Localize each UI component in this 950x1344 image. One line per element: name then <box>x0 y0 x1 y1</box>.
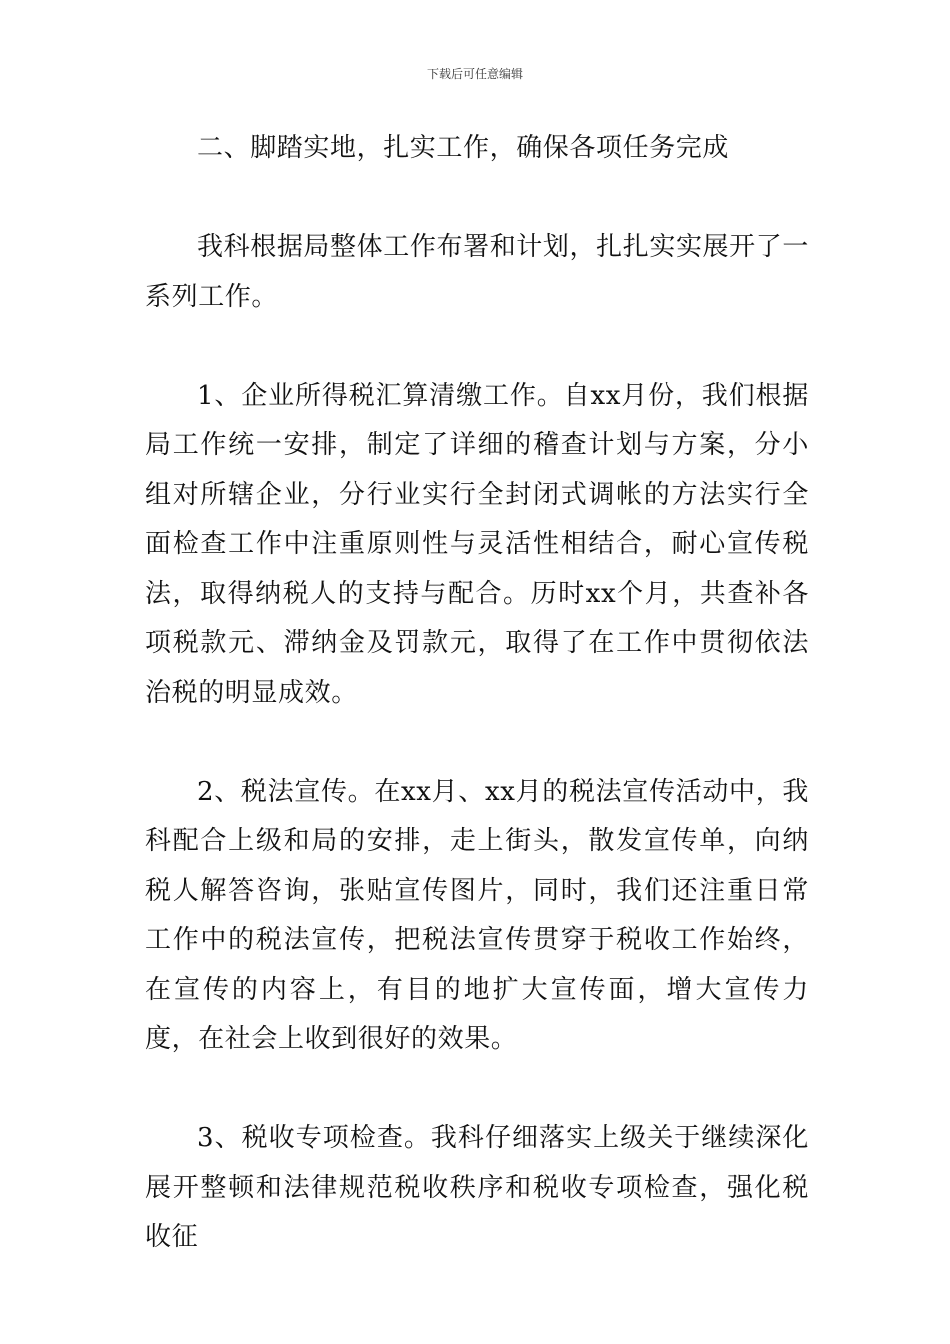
paragraph-special-inspection: 3、税收专项检查。我科仔细落实上级关于继续深化展开整顿和法律规范税收秩序和税收专项检查，强化税收征 <box>145 1123 809 1252</box>
paragraph-spacer <box>145 322 809 372</box>
paragraph-spacer <box>145 1065 809 1115</box>
header-note: 下载后可任意编辑 <box>426 67 523 81</box>
paragraph-spacer <box>145 718 809 768</box>
section-heading: 二、脚踏实地，扎实工作，确保各项任务完成 <box>197 133 730 163</box>
paragraph-spacer <box>145 174 809 224</box>
document-body <box>145 124 809 1263</box>
paragraph-tax-publicity: 2、税法宣传。在xx月、xx月的税法宣传活动中，我科配合上级和局的安排，走上街头，散发宣传单，向纳税人解答咨询，张贴宣传图片，同时，我们还注重日常工作中的税法宣传，把税法宣传贯穿于税收工作始终，在宣传的内容上，有目的地扩大宣传面，增大宣传力度，在社会上收到很好的效果。 <box>145 776 809 1054</box>
paragraph-tax-settlement: 1、企业所得税汇算清缴工作。自xx月份，我们根据局工作统一安排，制定了详细的稽查计划与方案，分小组对所辖企业，分行业实行全封闭式调帐的方法实行全面检查工作中注重原则性与灵活性相结合，耐心宣传税法，取得纳税人的支持与配合。历时xx个月，共查补各项税款元、滞纳金及罚款元，取得了在工作中贯彻依法治税的明显成效。 <box>145 380 809 708</box>
paragraph-intro: 我科根据局整体工作布署和计划，扎扎实实展开了一系列工作。 <box>145 232 809 312</box>
